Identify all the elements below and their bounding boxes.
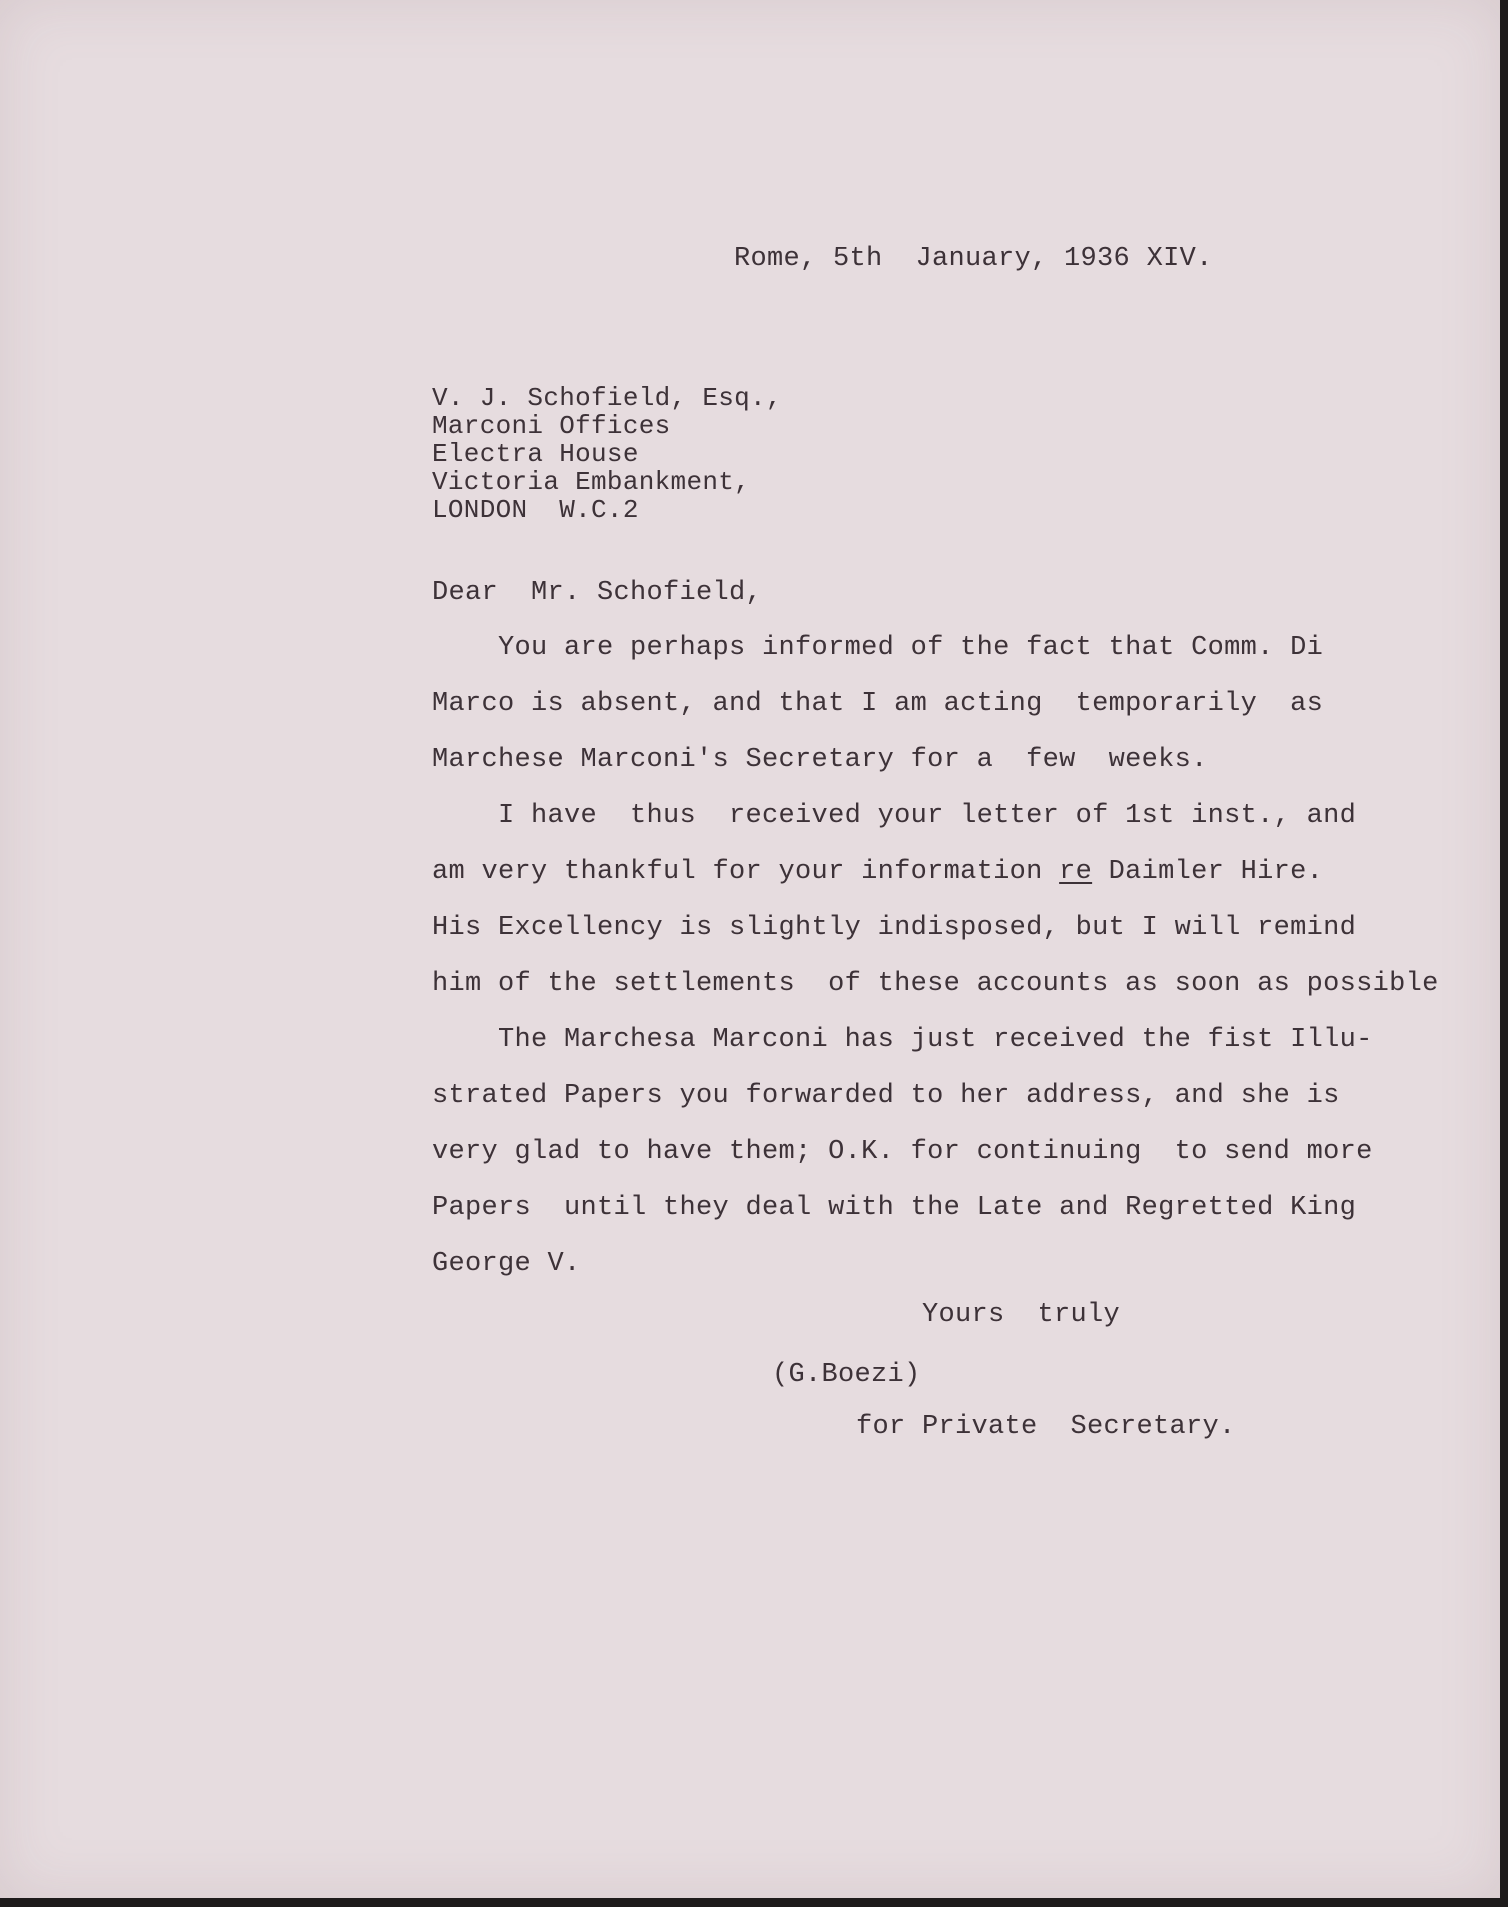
body-line: very glad to have them; O.K. for continuing to send more [432,1137,1373,1167]
body-line: You are perhaps informed of the fact that Comm. Di [432,633,1324,663]
address-line: Electra House [432,439,639,469]
body-text: Daimler Hire. [1092,857,1324,887]
body-line: His Excellency is slightly indisposed, but I will remind [432,913,1357,943]
address-line: Victoria Embankment, [432,467,751,497]
page-edge-right [1500,0,1508,1907]
body-line: strated Papers you forwarded to her address, and she is [432,1081,1340,1111]
underlined-re: re [1059,857,1093,887]
address-line: LONDON W.C.2 [432,495,639,525]
body-line: The Marchesa Marconi has just received the fist Illu- [432,1025,1373,1055]
signature-name: (G.Boezi) [772,1360,921,1390]
body-line: I have thus received your letter of 1st inst., and [432,801,1357,831]
letter-date: Rome, 5th January, 1936 XIV. [734,244,1213,274]
body-text: am very thankful for your information [432,857,1060,887]
body-line: Papers until they deal with the Late and Regretted King [432,1193,1357,1223]
body-line-with-underline [432,857,1323,887]
address-line: V. J. Schofield, Esq., [432,383,782,413]
address-line: Marconi Offices [432,411,671,441]
body-line: Marco is absent, and that I am acting temporarily as [432,689,1324,719]
salutation: Dear Mr. Schofield, [432,578,763,608]
signature-title: for Private Secretary. [856,1412,1236,1442]
recipient-address [432,384,782,524]
page-edge-bottom [0,1898,1508,1907]
body-line: Marchese Marconi's Secretary for a few weeks. [432,745,1208,775]
body-line: him of the settlements of these accounts as soon as possible [432,969,1439,999]
closing: Yours truly [922,1300,1121,1330]
body-line: George V. [432,1249,581,1279]
